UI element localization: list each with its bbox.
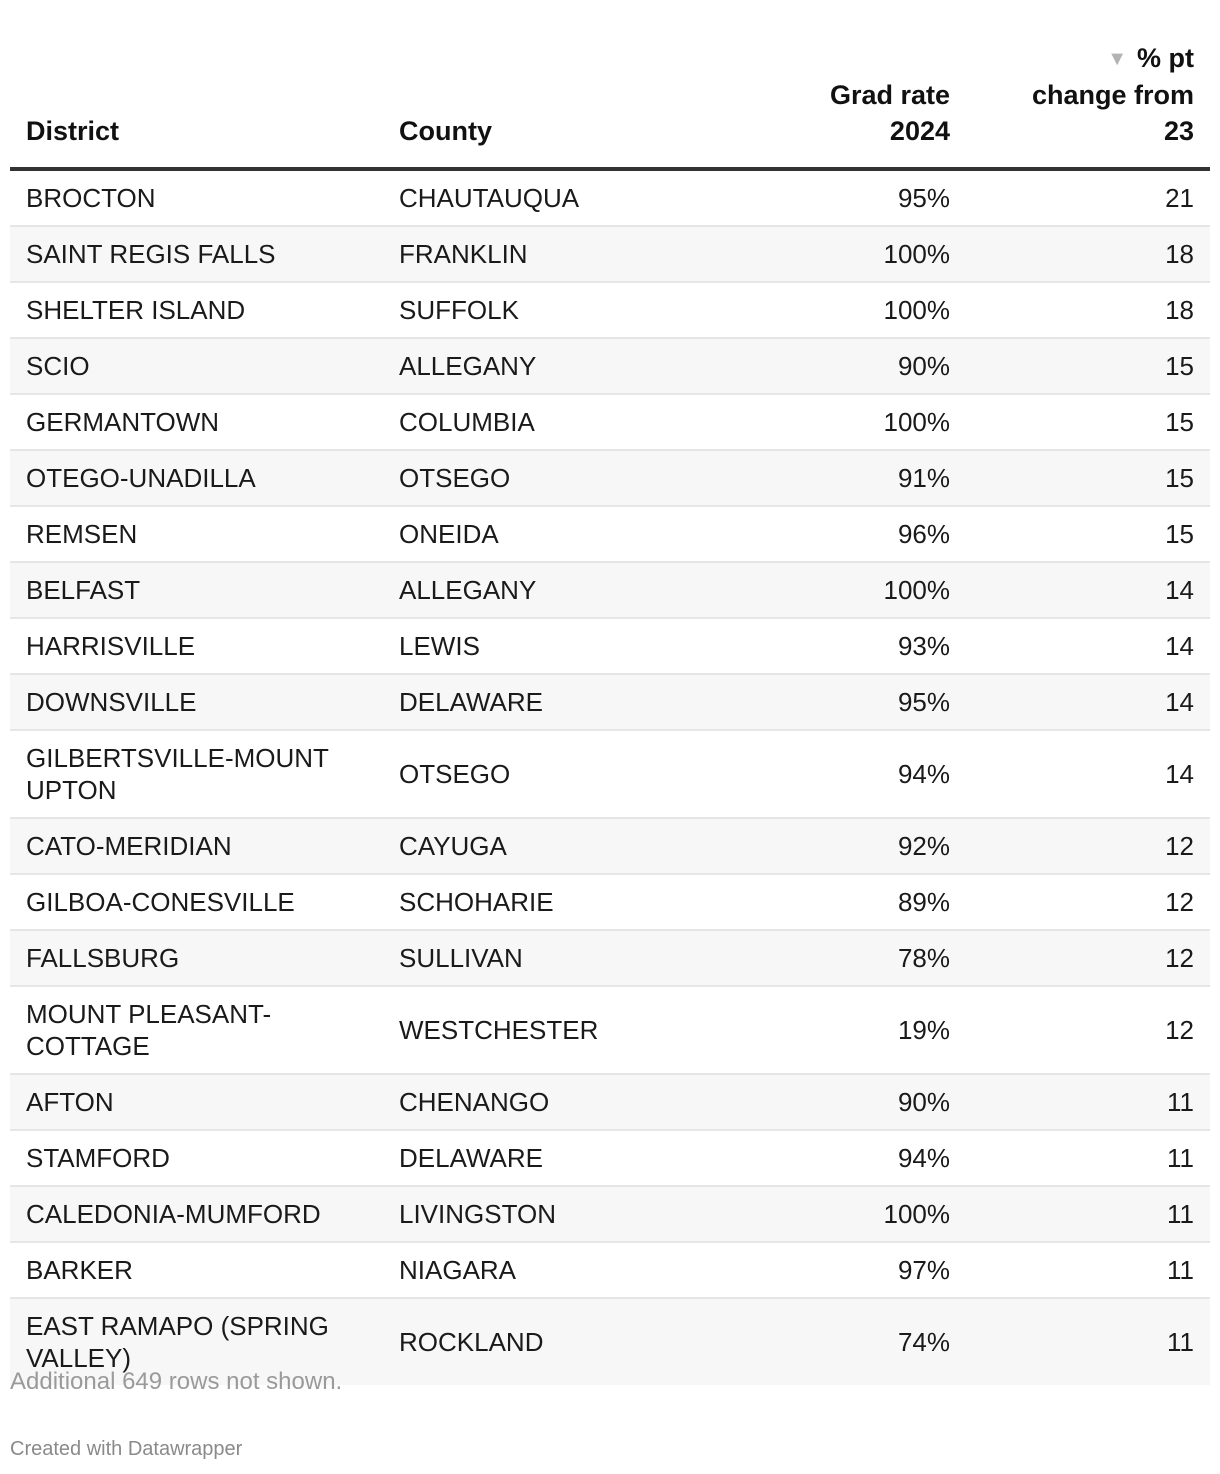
table-row <box>10 282 1210 338</box>
table-row <box>10 450 1210 506</box>
cell-grad-rate: 92% <box>763 818 966 874</box>
column-header-grad-rate[interactable] <box>763 40 966 169</box>
cell-county: ROCKLAND <box>383 1298 763 1385</box>
cell-county: SUFFOLK <box>383 282 763 338</box>
table-row <box>10 674 1210 730</box>
cell-county: CHENANGO <box>383 1074 763 1130</box>
attribution-footer: Created with Datawrapper <box>10 1438 243 1460</box>
cell-county: ONEIDA <box>383 506 763 562</box>
cell-district: CALEDONIA-MUMFORD <box>10 1186 383 1242</box>
cell-grad-rate: 74% <box>763 1298 966 1385</box>
cell-district: SHELTER ISLAND <box>10 282 383 338</box>
cell-grad-rate: 78% <box>763 930 966 986</box>
cell-district: BROCTON <box>10 169 383 226</box>
cell-county: ALLEGANY <box>383 562 763 618</box>
cell-grad-rate: 100% <box>763 226 966 282</box>
cell-district: HARRISVILLE <box>10 618 383 674</box>
table-row <box>10 506 1210 562</box>
table-row <box>10 986 1210 1074</box>
column-header-county[interactable] <box>383 40 763 169</box>
column-header-district-label: District <box>26 116 120 146</box>
cell-grad-rate: 96% <box>763 506 966 562</box>
cell-change: 14 <box>966 730 1210 818</box>
table-row <box>10 169 1210 226</box>
cell-district: GILBERTSVILLE-MOUNT UPTON <box>10 730 383 818</box>
change-header-line-3: 23 <box>1163 116 1194 146</box>
cell-district: DOWNSVILLE <box>10 674 383 730</box>
cell-change: 11 <box>966 1074 1210 1130</box>
cell-grad-rate: 97% <box>763 1242 966 1298</box>
cell-county: LIVINGSTON <box>383 1186 763 1242</box>
cell-change: 12 <box>966 818 1210 874</box>
data-table <box>10 40 1210 1385</box>
cell-change: 11 <box>966 1298 1210 1385</box>
table-row <box>10 1074 1210 1130</box>
cell-county: CAYUGA <box>383 818 763 874</box>
column-header-district[interactable] <box>10 40 383 169</box>
cell-change: 12 <box>966 874 1210 930</box>
cell-county: SCHOHARIE <box>383 874 763 930</box>
table-notes: Additional 649 rows not shown. <box>10 1368 343 1395</box>
cell-grad-rate: 100% <box>763 1186 966 1242</box>
cell-district: EAST RAMAPO (SPRING VALLEY) <box>10 1298 383 1385</box>
data-table-container <box>10 40 1210 1385</box>
column-header-change[interactable] <box>966 40 1210 169</box>
cell-change: 15 <box>966 506 1210 562</box>
table-row <box>10 394 1210 450</box>
cell-county: WESTCHESTER <box>383 986 763 1074</box>
cell-grad-rate: 93% <box>763 618 966 674</box>
cell-county: DELAWARE <box>383 674 763 730</box>
cell-change: 15 <box>966 394 1210 450</box>
table-body <box>10 169 1210 1385</box>
table-header <box>10 40 1210 169</box>
cell-change: 14 <box>966 562 1210 618</box>
cell-district: MOUNT PLEASANT-COTTAGE <box>10 986 383 1074</box>
table-row <box>10 730 1210 818</box>
table-row <box>10 226 1210 282</box>
column-header-county-label: County <box>399 116 492 146</box>
cell-change: 18 <box>966 226 1210 282</box>
cell-county: OTSEGO <box>383 450 763 506</box>
cell-county: ALLEGANY <box>383 338 763 394</box>
table-row <box>10 618 1210 674</box>
cell-district: OTEGO-UNADILLA <box>10 450 383 506</box>
cell-change: 21 <box>966 169 1210 226</box>
table-row <box>10 1186 1210 1242</box>
cell-change: 18 <box>966 282 1210 338</box>
cell-county: CHAUTAUQUA <box>383 169 763 226</box>
cell-district: FALLSBURG <box>10 930 383 986</box>
cell-grad-rate: 94% <box>763 1130 966 1186</box>
cell-grad-rate: 100% <box>763 562 966 618</box>
cell-grad-rate: 89% <box>763 874 966 930</box>
cell-change: 11 <box>966 1130 1210 1186</box>
cell-grad-rate: 94% <box>763 730 966 818</box>
cell-district: STAMFORD <box>10 1130 383 1186</box>
cell-change: 15 <box>966 450 1210 506</box>
cell-district: BARKER <box>10 1242 383 1298</box>
cell-grad-rate: 90% <box>763 1074 966 1130</box>
table-row <box>10 874 1210 930</box>
cell-grad-rate: 91% <box>763 450 966 506</box>
cell-change: 12 <box>966 986 1210 1074</box>
cell-grad-rate: 100% <box>763 394 966 450</box>
cell-change: 15 <box>966 338 1210 394</box>
cell-change: 12 <box>966 930 1210 986</box>
cell-grad-rate: 19% <box>763 986 966 1074</box>
cell-county: LEWIS <box>383 618 763 674</box>
cell-district: BELFAST <box>10 562 383 618</box>
cell-district: SCIO <box>10 338 383 394</box>
grad-rate-header-line-1: Grad rate <box>829 80 950 110</box>
cell-grad-rate: 95% <box>763 169 966 226</box>
cell-county: FRANKLIN <box>383 226 763 282</box>
cell-county: NIAGARA <box>383 1242 763 1298</box>
header-row <box>10 40 1210 169</box>
change-header-line-1: % pt <box>1137 43 1194 73</box>
cell-district: CATO-MERIDIAN <box>10 818 383 874</box>
cell-county: SULLIVAN <box>383 930 763 986</box>
table-row <box>10 562 1210 618</box>
cell-district: AFTON <box>10 1074 383 1130</box>
grad-rate-header-line-2: 2024 <box>889 116 950 146</box>
cell-change: 14 <box>966 674 1210 730</box>
table-row <box>10 1242 1210 1298</box>
cell-county: OTSEGO <box>383 730 763 818</box>
cell-district: GILBOA-CONESVILLE <box>10 874 383 930</box>
cell-change: 14 <box>966 618 1210 674</box>
cell-district: REMSEN <box>10 506 383 562</box>
table-row <box>10 930 1210 986</box>
change-header-line-2: change from <box>1031 80 1194 110</box>
cell-county: DELAWARE <box>383 1130 763 1186</box>
sort-descending-icon: ▼ <box>1107 48 1127 70</box>
table-row <box>10 338 1210 394</box>
cell-change: 11 <box>966 1242 1210 1298</box>
table-row <box>10 1130 1210 1186</box>
cell-district: SAINT REGIS FALLS <box>10 226 383 282</box>
cell-county: COLUMBIA <box>383 394 763 450</box>
cell-grad-rate: 100% <box>763 282 966 338</box>
cell-grad-rate: 90% <box>763 338 966 394</box>
table-row <box>10 818 1210 874</box>
cell-grad-rate: 95% <box>763 674 966 730</box>
cell-district: GERMANTOWN <box>10 394 383 450</box>
cell-change: 11 <box>966 1186 1210 1242</box>
